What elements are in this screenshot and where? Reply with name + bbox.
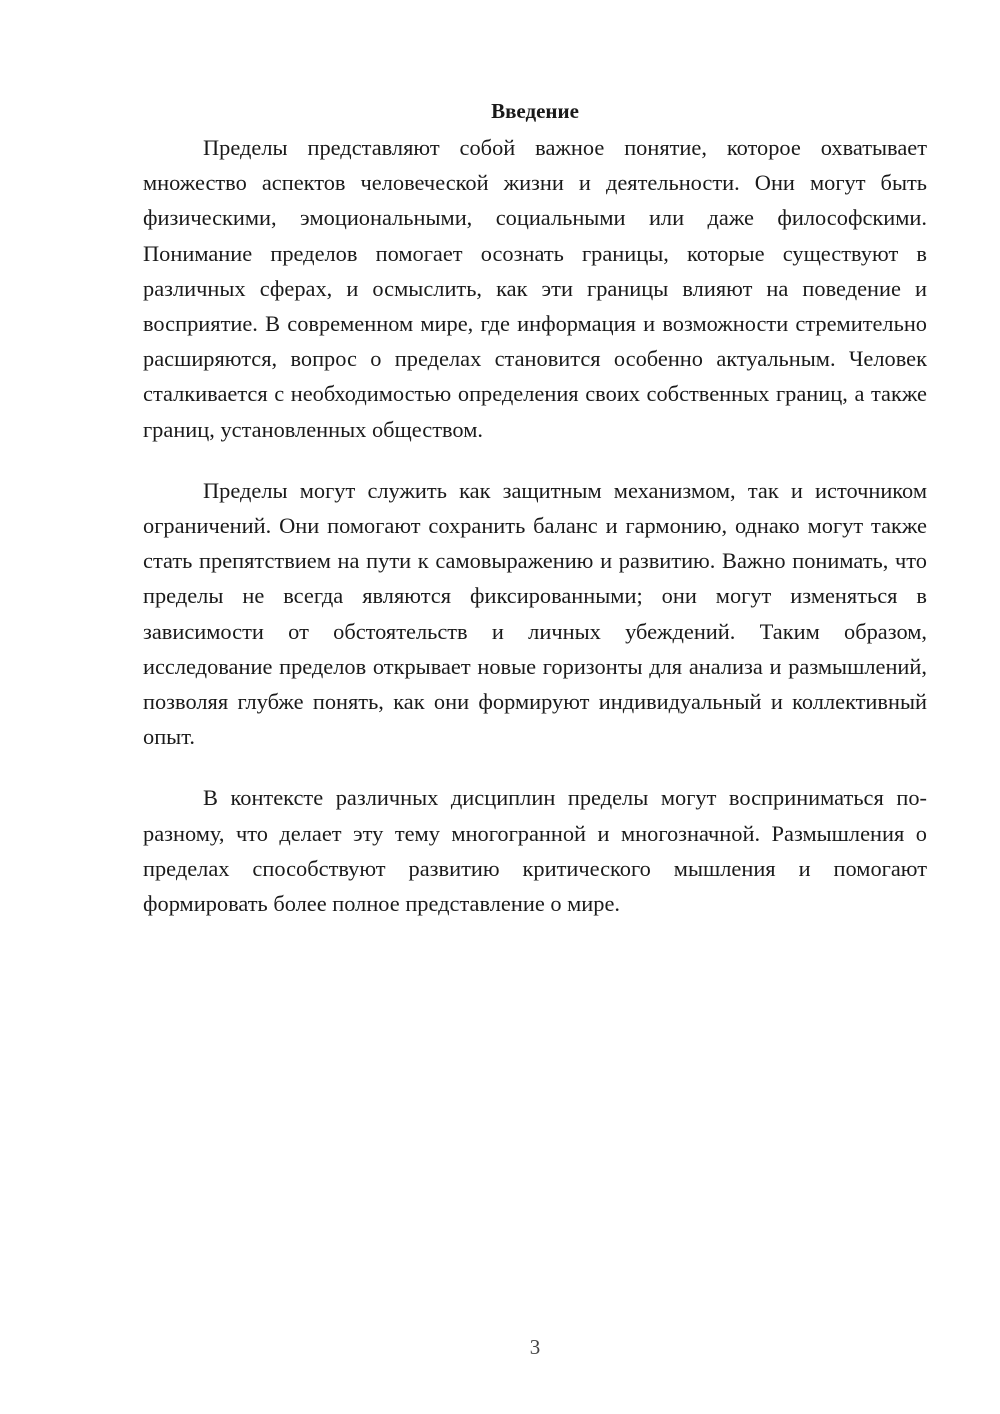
page-content <box>143 96 927 947</box>
section-heading: Введение <box>491 99 579 123</box>
paragraph-3: В контексте различных дисциплин пределы могут восприниматься по-разному, что делает эту тему многогранной и многозначной. Размышления о пределах способствуют развитию критического мышления и помогают формировать более полное представление о мире. <box>143 785 927 917</box>
paragraph-2: Пределы могут служить как защитным механизмом, так и источником ограничений. Они помогают сохранить баланс и гармонию, однако могут также стать препятствием на пути к самовыражению и развитию. Важно понимать, что пределы не всегда являются фиксированными; они могут изменяться в зависимости от обстоятельств и личных убеждений. Таким образом, исследование пределов открывает новые горизонты для анализа и размышлений, позволяя глубже понять, как они формируют индивидуальный и коллективный опыт. <box>143 477 927 750</box>
paragraph-1: Пределы представляют собой важное понятие, которое охватывает множество аспектов человеческой жизни и деятельности. Они могут быть физическими, эмоциональными, социальными или даже философскими. Понимание пределов помогает осознать границы, которые существуют в различных сферах, и осмыслить, как эти границы влияют на поведение и восприятие. В современном мире, где информация и возможности стремительно расширяются, вопрос о пределах становится особенно актуальным. Человек сталкивается с необходимостью определения своих собственных границ, а также границ, установленных обществом. <box>143 135 927 442</box>
page-number: 3 <box>529 1335 541 1359</box>
